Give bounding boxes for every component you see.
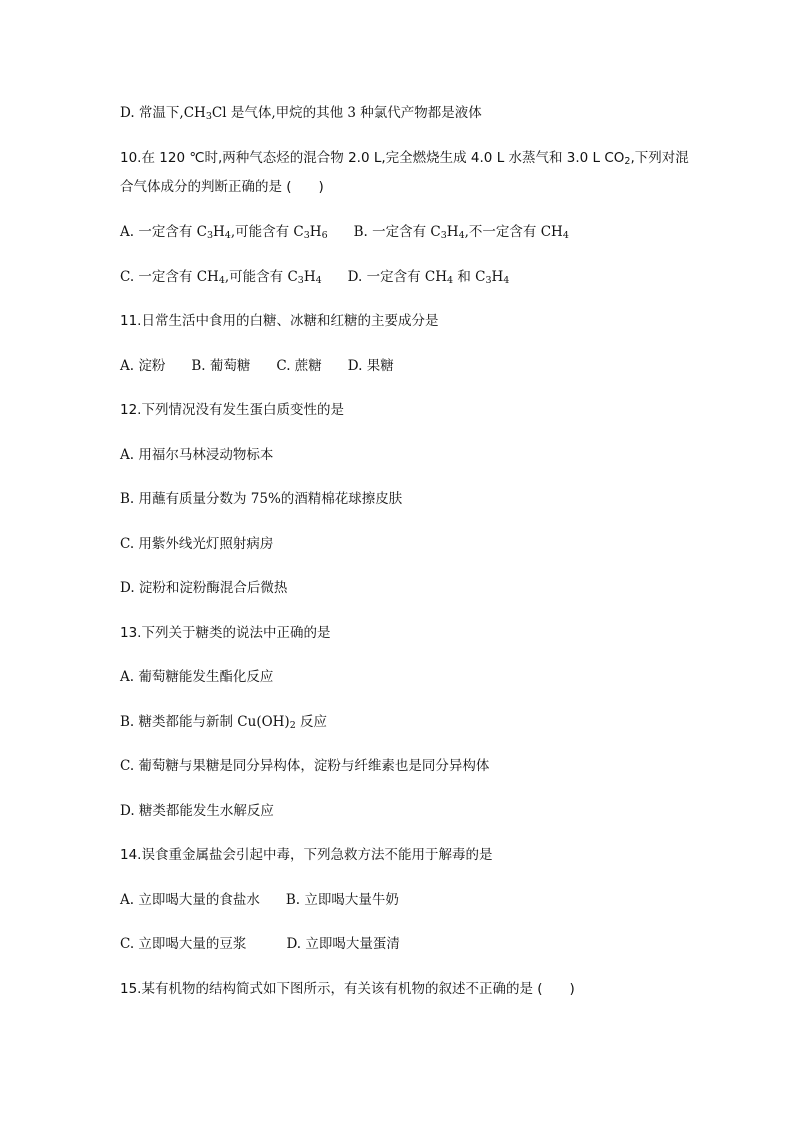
text: 和 C	[453, 269, 486, 285]
subscript: 2	[289, 720, 296, 731]
q11-option-a: A. 淀粉	[120, 358, 166, 374]
subscript: 4	[224, 230, 231, 241]
q12-option-d: D. 淀粉和淀粉酶混合后微热	[120, 580, 288, 596]
q14-stem: 14.误食重金属盐会引起中毒，下列急救方法不能用于解毒的是	[120, 847, 493, 863]
q10-options-row2	[120, 267, 509, 287]
subscript: 2	[624, 156, 631, 167]
q13-option-d: D. 糖类都能发生水解反应	[120, 803, 274, 819]
text: H	[213, 224, 225, 240]
q10-option-a	[120, 224, 328, 240]
q12-stem: 12.下列情况没有发生蛋白质变性的是	[120, 402, 344, 418]
q11-stem: 11.日常生活中食用的白糖、冰糖和红糖的主要成分是	[120, 313, 439, 329]
subscript: 4	[458, 230, 465, 241]
q13-option-c: C. 葡萄糖与果糖是同分异构体，淀粉与纤维素也是同分异构体	[120, 758, 490, 774]
text: B. 糖类都能与新制 Cu(OH)	[120, 714, 290, 730]
subscript: 6	[321, 230, 328, 241]
q9-option-d	[120, 103, 482, 123]
q13-stem: 13.下列关于糖类的说法中正确的是	[120, 625, 331, 641]
q14-options-row1	[120, 890, 399, 910]
subscript: 4	[315, 275, 322, 286]
subscript: 4	[562, 230, 569, 241]
subscript: 3	[485, 275, 492, 286]
text: Cl 是气体,甲烷的其他 3 种氯代产物都是液体	[211, 105, 482, 121]
q11-option-b: B. 葡萄糖	[191, 358, 251, 374]
text: B. 一定含有 C	[353, 224, 441, 240]
q15-stem: 15.某有机物的结构简式如下图所示，有关该有机物的叙述不正确的是 ( )	[120, 981, 575, 997]
q12-option-a: A. 用福尔马林浸动物标本	[120, 447, 274, 463]
text: A. 一定含有 C	[120, 224, 207, 240]
text: 反应	[295, 714, 328, 730]
q14-option-c: C. 立即喝大量的豆浆	[120, 936, 247, 952]
text: ,可能含有 C	[230, 224, 304, 240]
text: ,下列对混	[630, 150, 689, 166]
q10-stem-line1	[120, 148, 689, 168]
text: D. 常温下,CH	[120, 105, 206, 121]
q14-option-a: A. 立即喝大量的食盐水	[120, 892, 260, 908]
text: H	[446, 224, 459, 240]
text: 10.在 120 ℃时,两种气态烃的混合物 2.0 L,完全燃烧生成 4.0 L 水蒸气和 3.0 L CO	[120, 150, 625, 166]
text: D. 一定含有 CH	[347, 269, 447, 285]
subscript: 3	[303, 230, 310, 241]
text: ,可能含有 C	[224, 269, 298, 285]
q12-option-b: B. 用蘸有质量分数为 75%的酒精棉花球擦皮肤	[120, 491, 403, 507]
subscript: 3	[205, 111, 212, 122]
q10-options-row1	[120, 222, 569, 242]
text: H	[309, 224, 322, 240]
q14-option-b: B. 立即喝大量牛奶	[285, 892, 399, 908]
subscript: 4	[218, 275, 225, 286]
q11-option-d: D. 果糖	[347, 358, 394, 374]
q10-option-c	[120, 269, 322, 285]
q10-stem-line2: 合气体成分的判断正确的是 ( )	[120, 179, 324, 195]
q10-option-b	[354, 224, 569, 240]
q12-option-c: C. 用紫外线光灯照射病房	[120, 536, 274, 552]
subscript: 4	[503, 275, 510, 286]
q14-option-d: D. 立即喝大量蛋清	[286, 936, 400, 952]
q14-options-row2	[120, 934, 400, 954]
q13-option-a: A. 葡萄糖能发生酯化反应	[120, 669, 274, 685]
text: H	[491, 269, 504, 285]
q11-option-c: C. 蔗糖	[276, 358, 322, 374]
text: H	[303, 269, 316, 285]
subscript: 3	[206, 230, 213, 241]
q10-option-d	[348, 269, 510, 285]
subscript: 3	[297, 275, 304, 286]
text: C. 一定含有 CH	[120, 269, 219, 285]
text: ,不一定含有 CH	[464, 224, 563, 240]
subscript: 4	[447, 275, 454, 286]
q11-options	[120, 356, 394, 376]
subscript: 3	[440, 230, 447, 241]
q13-option-b	[120, 712, 327, 732]
